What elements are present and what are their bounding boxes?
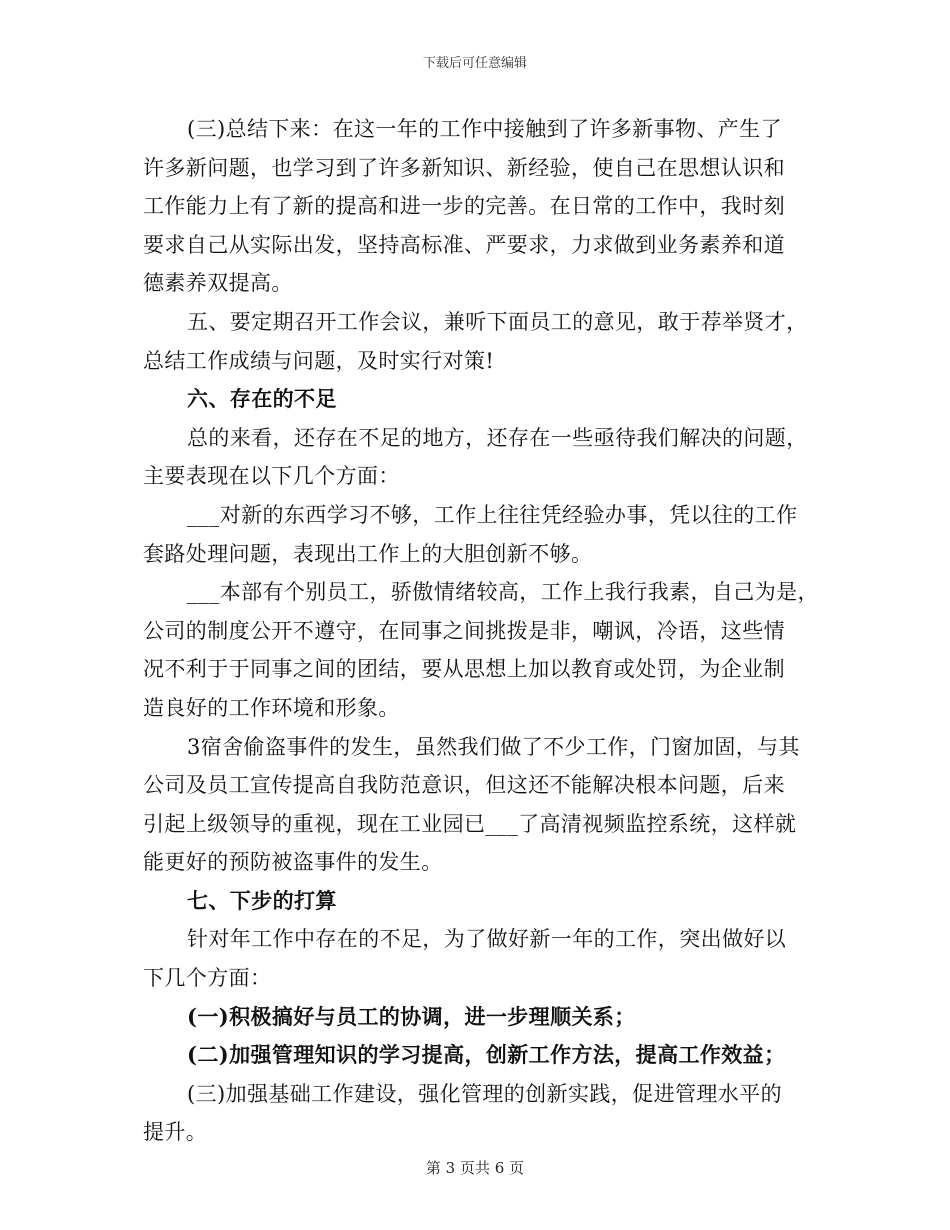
paragraph-line: ___对新的东西学习不够，工作上往往凭经验办事，凭以往的工作 (187, 502, 798, 527)
section-heading-shortcomings: 六、存在的不足 (187, 386, 337, 412)
paragraph-line: 况不利于于同事之间的团结，要从思想上加以教育或处罚，为企业制 (143, 657, 785, 682)
paragraph-line: (三)总结下来：在这一年的工作中接触到了许多新事物、产生了 (187, 117, 782, 141)
paragraph-line: 造良好的工作环境和形象。 (143, 695, 400, 720)
document-body (143, 110, 819, 1152)
section-heading-next-steps: 七、下步的打算 (187, 887, 337, 913)
plan-item-3: (三)加强基础工作建设，强化管理的创新实践，促进管理水平的 (187, 1081, 782, 1106)
plan-item-2: (二)加强管理知识的学习提高，创新工作方法，提高工作效益； (187, 1042, 786, 1068)
paragraph-line: 引起上级领导的重视，现在工业园已___了高清视频监控系统，这样就 (143, 811, 797, 836)
paragraph-line: ___本部有个别员工，骄傲情绪较高，工作上我行我素，自己为是， (187, 580, 819, 605)
paragraph-line: 针对年工作中存在的不足，为了做好新一年的工作，突出做好以 (187, 927, 787, 952)
paragraph-line: 许多新问题，也学习到了许多新知识、新经验，使自己在思想认识和 (143, 155, 785, 180)
paragraph-line: 五、要定期召开工作会议，兼听下面员工的意见，敢于荐举贤才， (187, 309, 808, 334)
paragraph-line: 工作能力上有了新的提高和进一步的完善。在日常的工作中，我时刻 (143, 194, 785, 219)
paragraph-line: 下几个方面： (143, 966, 272, 991)
page-number-footer: 第 3 页共 6 页 (425, 1159, 525, 1177)
page-header-note: 下载后可任意编辑 (422, 56, 527, 71)
paragraph-line: 要求自己从实际出发，坚持高标准、严要求，力求做到业务素养和道 (143, 232, 785, 257)
paragraph-line: 能更好的预防被盗事件的发生。 (143, 850, 443, 875)
paragraph-line: 套路处理问题，表现出工作上的大胆创新不够。 (143, 541, 593, 566)
paragraph-line: 公司及员工宣传提高自我防范意识，但这还不能解决根本问题，后来 (143, 773, 785, 798)
paragraph-line: 主要表现在以下几个方面： (143, 464, 400, 489)
paragraph-line: 德素养双提高。 (143, 271, 293, 296)
paragraph-line: 3宿舍偷盗事件的发生，虽然我们做了不少工作，门窗加固，与其 (187, 734, 800, 759)
paragraph-line: 总的来看，还存在不足的地方，还存在一些亟待我们解决的问题， (187, 425, 808, 450)
paragraph-line: 提升。 (143, 1120, 208, 1145)
paragraph-line: 公司的制度公开不遵守，在同事之间挑拨是非，嘲讽，冷语，这些情 (143, 618, 785, 643)
plan-item-1: (一)积极搞好与员工的协调，进一步理顺关系； (187, 1003, 636, 1029)
paragraph-line: 总结工作成绩与问题，及时实行对策! (143, 348, 495, 373)
